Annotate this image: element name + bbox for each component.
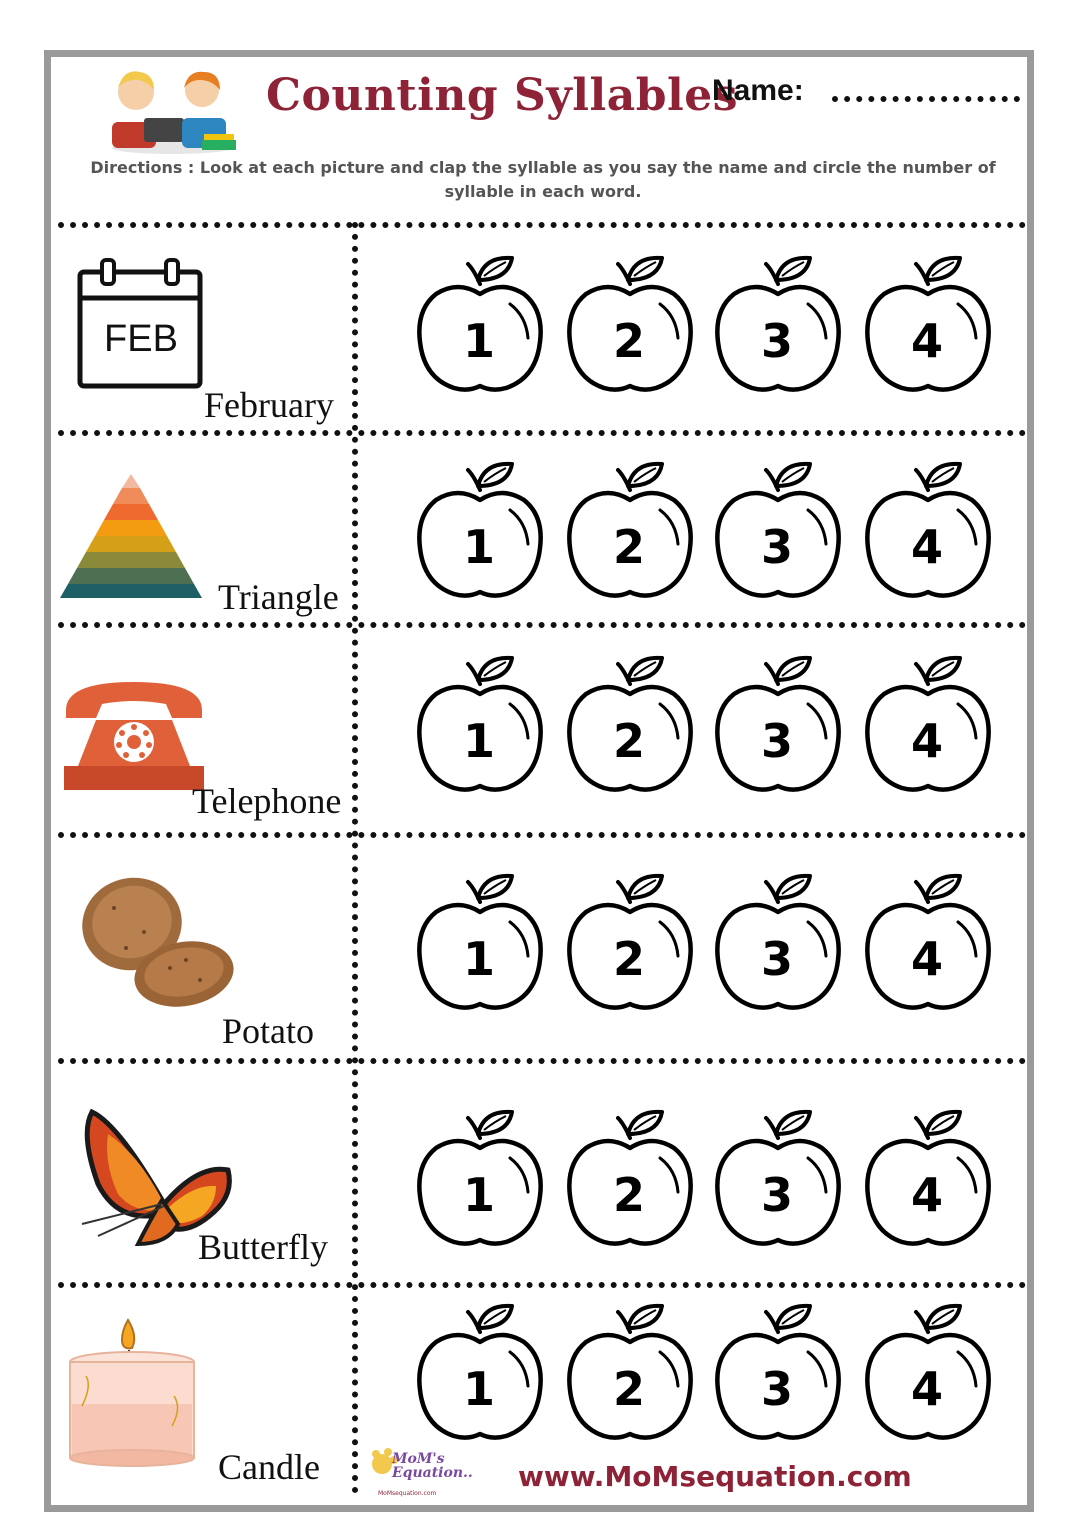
word-february: February xyxy=(204,385,334,425)
word-telephone: Telephone xyxy=(192,781,342,821)
logo-small-url: MoMsequation.com xyxy=(378,1490,437,1497)
syllable-number: 3 xyxy=(760,932,793,986)
syllable-choice-1[interactable] xyxy=(414,460,546,606)
syllable-number: 4 xyxy=(910,1362,943,1416)
syllable-number: 3 xyxy=(760,314,793,368)
syllable-number: 4 xyxy=(910,1168,943,1222)
syllable-number: 3 xyxy=(760,520,793,574)
syllable-choice-3[interactable] xyxy=(712,1302,844,1448)
telephone-icon xyxy=(62,676,206,794)
candle-icon xyxy=(62,1316,204,1468)
potato-icon xyxy=(74,872,236,1014)
syllable-choice-2[interactable] xyxy=(564,872,696,1018)
syllable-number: 2 xyxy=(612,932,645,986)
name-label: Name: xyxy=(712,74,804,107)
name-field[interactable] xyxy=(832,96,1020,102)
syllable-number: 3 xyxy=(760,1362,793,1416)
syllable-choice-2[interactable] xyxy=(564,654,696,800)
syllable-choice-3[interactable] xyxy=(712,254,844,400)
syllable-number: 2 xyxy=(612,714,645,768)
row-divider xyxy=(58,430,1026,436)
page-title: Counting Syllables xyxy=(266,70,738,121)
syllable-choice-4[interactable] xyxy=(862,654,994,800)
syllable-number: 1 xyxy=(462,314,495,368)
syllable-choice-1[interactable] xyxy=(414,254,546,400)
syllable-choice-1[interactable] xyxy=(414,1302,546,1448)
syllable-number: 1 xyxy=(462,1362,495,1416)
syllable-number: 4 xyxy=(910,314,943,368)
word-potato: Potato xyxy=(222,1011,315,1051)
syllable-number: 4 xyxy=(910,714,943,768)
syllable-number: 2 xyxy=(612,520,645,574)
syllable-choice-2[interactable] xyxy=(564,1302,696,1448)
syllable-number: 2 xyxy=(612,1362,645,1416)
syllable-number: 3 xyxy=(760,714,793,768)
word-triangle: Triangle xyxy=(218,577,339,617)
syllable-choice-1[interactable] xyxy=(414,872,546,1018)
word-candle: Candle xyxy=(218,1447,320,1487)
triangle-pyramid-icon xyxy=(58,472,204,600)
syllable-number: 3 xyxy=(760,1168,793,1222)
logo-text-line-1: MoM's xyxy=(392,1451,445,1467)
syllable-choice-4[interactable] xyxy=(862,872,994,1018)
syllable-number: 1 xyxy=(462,714,495,768)
kids-reading-icon xyxy=(104,66,240,156)
logo-text-line-2: Equation.. xyxy=(392,1465,473,1481)
syllable-number: 4 xyxy=(910,932,943,986)
syllable-choice-3[interactable] xyxy=(712,460,844,606)
syllable-number: 2 xyxy=(612,1168,645,1222)
syllable-choice-4[interactable] xyxy=(862,254,994,400)
syllable-choice-4[interactable] xyxy=(862,460,994,606)
syllable-choice-4[interactable] xyxy=(862,1302,994,1448)
syllable-choice-2[interactable] xyxy=(564,1108,696,1254)
footer-website-link[interactable]: www.MoMsequation.com xyxy=(518,1460,912,1493)
syllable-choice-2[interactable] xyxy=(564,460,696,606)
syllable-number: 1 xyxy=(462,1168,495,1222)
row-divider xyxy=(58,622,1026,628)
syllable-number: 2 xyxy=(612,314,645,368)
syllable-choice-1[interactable] xyxy=(414,654,546,800)
row-divider xyxy=(58,1058,1026,1064)
syllable-number: 1 xyxy=(462,932,495,986)
row-divider xyxy=(58,832,1026,838)
logo-text xyxy=(392,1452,473,1480)
syllable-number: 4 xyxy=(910,520,943,574)
row-divider xyxy=(58,222,1026,228)
calendar-label: FEB xyxy=(104,318,178,360)
syllable-choice-3[interactable] xyxy=(712,654,844,800)
column-divider xyxy=(352,222,358,1494)
syllable-choice-4[interactable] xyxy=(862,1108,994,1254)
row-divider xyxy=(58,1282,1026,1288)
syllable-choice-2[interactable] xyxy=(564,254,696,400)
directions-text: Directions : Look at each picture and clap the syllable as you say the name and circle the number of syllable in each word. xyxy=(90,158,996,201)
word-butterfly: Butterfly xyxy=(198,1227,328,1267)
syllable-choice-1[interactable] xyxy=(414,1108,546,1254)
syllable-choice-3[interactable] xyxy=(712,1108,844,1254)
syllable-number: 1 xyxy=(462,520,495,574)
syllable-choice-3[interactable] xyxy=(712,872,844,1018)
